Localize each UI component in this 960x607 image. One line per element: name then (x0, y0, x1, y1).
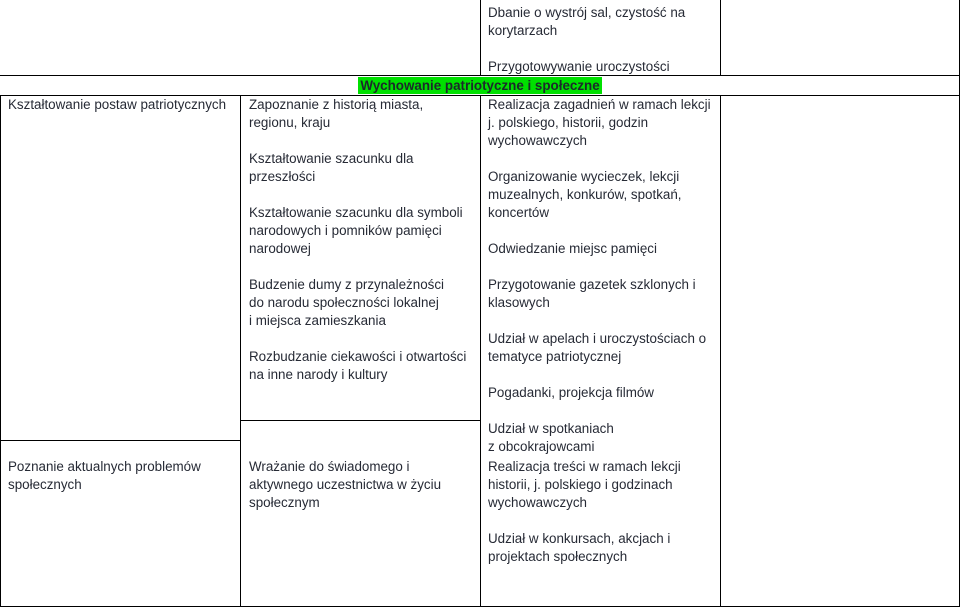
row1-col2 (249, 96, 466, 384)
text-line: Poznanie aktualnych problemów (8, 459, 201, 474)
text-line: Pogadanki, projekcja filmów (488, 385, 654, 400)
text-line: narodowej (249, 241, 311, 256)
list-item (488, 276, 711, 312)
grid-line (0, 440, 240, 441)
text-line: Rozbudzanie ciekawości i otwartości (249, 349, 467, 364)
list-item (488, 458, 681, 512)
list-item (488, 168, 711, 222)
text-line: regionu, kraju (249, 115, 331, 130)
text-line: Przygotowanie gazetek szklonych i (488, 277, 696, 292)
text-line: z obcokrajowcami (488, 439, 595, 454)
top-cell-col3 (488, 4, 685, 76)
section-title (240, 76, 720, 95)
text-line: Kształtowanie szacunku dla (249, 151, 414, 166)
row1-col3 (488, 96, 711, 456)
grid-line (480, 95, 481, 606)
text-line: aktywnego uczestnictwa w życiu (249, 477, 442, 492)
list-item (488, 96, 711, 150)
text-line: Udział w spotkaniach (488, 421, 614, 436)
text-line: Dbanie o wystrój sal, czystość na (488, 5, 686, 20)
list-item (249, 96, 466, 132)
text-line: Zapoznanie z historią miasta, (249, 97, 424, 112)
grid-line (480, 0, 481, 75)
text-line: Realizacja treści w ramach lekcji (488, 459, 681, 474)
text-line: społecznych (8, 477, 82, 492)
text-line: i miejsca zamieszkania (249, 313, 386, 328)
list-item (249, 458, 441, 512)
text-line: j. polskiego, historii, godzin (488, 115, 649, 130)
text-line: tematyce patriotycznej (488, 349, 622, 364)
grid-line (0, 95, 1, 606)
grid-line (720, 0, 721, 75)
text-line: Organizowanie wycieczek, lekcji (488, 169, 680, 184)
list-item (488, 530, 681, 566)
text-line: Kształtowanie postaw patriotycznych (8, 97, 227, 112)
text-line: muzealnych, konkurów, spotkań, (488, 187, 682, 202)
list-item (249, 204, 466, 258)
text-line: Kształtowanie szacunku dla symboli (249, 205, 463, 220)
list-item (488, 330, 711, 366)
text-line: Przygotowywanie uroczystości (488, 59, 670, 74)
text-line: historii, j. polskiego i godzinach (488, 477, 673, 492)
grid-line (720, 95, 721, 606)
row2-col2 (249, 458, 441, 512)
text-line: Wrażanie do świadomego i (249, 459, 410, 474)
section-title-text: Wychowanie patriotyczne i społeczne (360, 78, 600, 93)
text-line: na inne narody i kultury (249, 367, 388, 382)
list-item (488, 420, 711, 456)
text-line: narodowych i pomników pamięci (249, 223, 442, 238)
row1-col1 (8, 96, 226, 114)
row2-col1 (8, 458, 201, 494)
text-line: projektach społecznych (488, 549, 628, 564)
text-line: do narodu społeczności lokalnej (249, 295, 439, 310)
text-line: Odwiedzanie miejsc pamięci (488, 241, 657, 256)
text-line: wychowawczych (488, 495, 587, 510)
text-line: przeszłości (249, 169, 316, 184)
text-line: wychowawczych (488, 133, 587, 148)
list-item (249, 348, 466, 384)
text-line: korytarzach (488, 23, 558, 38)
list-item (249, 276, 466, 330)
text-line: społecznym (249, 495, 320, 510)
text-line: Realizacja zagadnień w ramach lekcji (488, 97, 711, 112)
text-line: Udział w konkursach, akcjach i (488, 531, 671, 546)
row2-col3 (488, 458, 681, 566)
list-item (488, 240, 711, 258)
grid-line (240, 420, 480, 421)
text-line: klasowych (488, 295, 550, 310)
grid-line (240, 95, 241, 606)
list-item (249, 150, 466, 186)
text-line: Udział w apelach i uroczystościach o (488, 331, 707, 346)
list-item (488, 384, 711, 402)
text-line: Budzenie dumy z przynależności (249, 277, 445, 292)
text-line: koncertów (488, 205, 550, 220)
